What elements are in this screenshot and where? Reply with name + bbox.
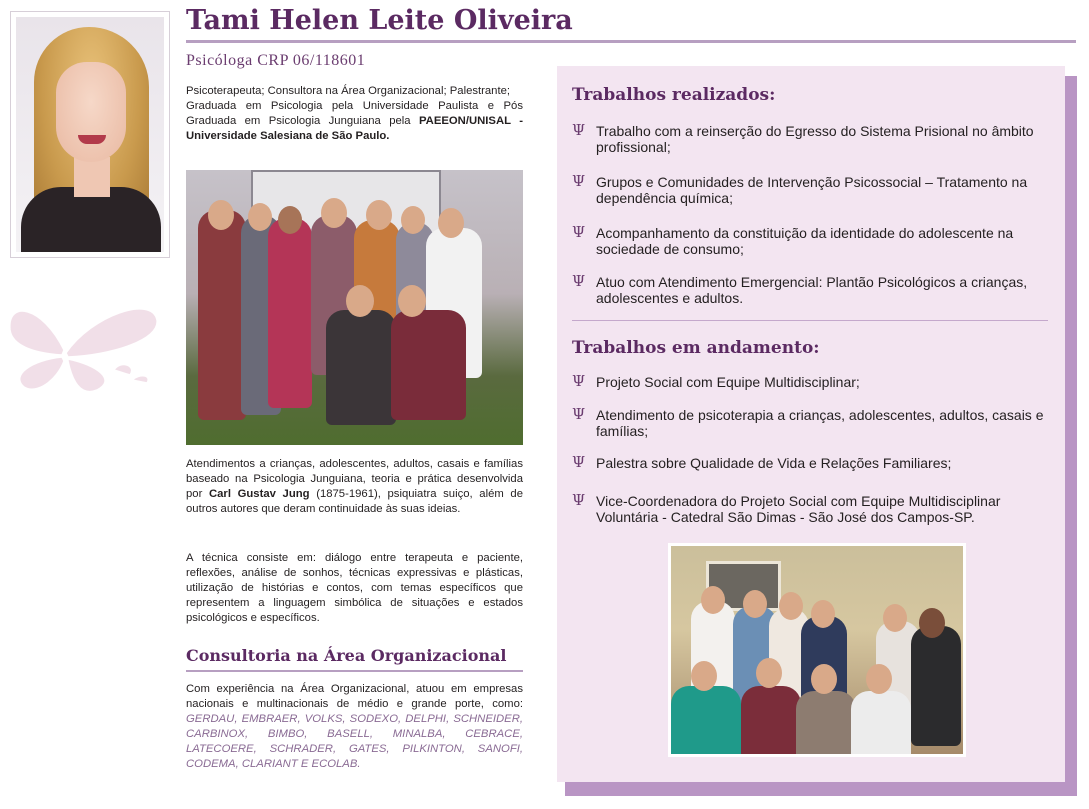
list-item-text: Trabalho com a reinserção do Egresso do Sistema Prisional no âmbito profissional;	[596, 123, 1034, 155]
list-item-text: Atuo com Atendimento Emergencial: Plantão Psicológicos a crianças, adolescentes e adultos.	[596, 274, 1028, 306]
approach-author: Carl Gustav Jung	[208, 488, 310, 500]
list-item-text: Palestra sobre Qualidade de Vida e Relações Familiares;	[596, 455, 952, 471]
title-divider	[186, 40, 1076, 43]
psi-icon: Ψ	[572, 121, 586, 139]
consultoria-clients: GERDAU, EMBRAER, VOLKS, SODEXO, DELPHI, SCHNEIDER, CARBINOX, BIMBO, BASELL, MINALBA, CEBRACE, LATECOERE, SCHRADER, GATES, PILKINTON, SANOFI, CODEMA, CLARIANT E ECOLAB.	[186, 713, 523, 770]
psi-icon: Ψ	[572, 272, 586, 290]
consultoria-paragraph	[186, 682, 523, 772]
portrait-photo	[10, 11, 170, 258]
consultoria-divider	[186, 670, 523, 672]
consultoria-text: Com experiência na Área Organizacional, atuou em empresas nacionais e multinacionais de médio e grande porte, como:	[186, 683, 523, 710]
realizados-heading: Trabalhos realizados:	[572, 85, 776, 105]
list-item-text: Grupos e Comunidades de Intervenção Psicossocial – Tratamento na dependência química;	[596, 174, 1028, 206]
consultoria-heading: Consultoria na Área Organizacional	[186, 646, 507, 665]
page-title: Tami Helen Leite Oliveira	[186, 5, 573, 36]
butterfly-decoration	[2, 295, 182, 405]
list-item	[572, 174, 1052, 206]
psi-icon: Ψ	[572, 172, 586, 190]
approach-paragraph	[186, 457, 523, 517]
list-item	[572, 407, 1052, 439]
panel-divider	[572, 320, 1048, 321]
list-item	[572, 493, 1052, 525]
team-photo	[668, 543, 966, 757]
credential-subtitle: Psicóloga CRP 06/118601	[186, 52, 366, 69]
psi-icon: Ψ	[572, 491, 586, 509]
approach-text-a: Atendimentos a crianças, adolescentes, adultos, casais e famílias baseado na Psicologia Junguiana, teoria e prática desenvolvida por	[186, 458, 523, 500]
list-item	[572, 455, 1052, 471]
list-item-text: Atendimento de psicoterapia a crianças, adolescentes, adultos, casais e famílias;	[596, 407, 1044, 439]
list-item	[572, 374, 1052, 390]
andamento-heading: Trabalhos em andamento:	[572, 338, 820, 358]
list-item	[572, 274, 1052, 306]
list-item	[572, 123, 1052, 155]
list-item-text: Projeto Social com Equipe Multidisciplinar;	[596, 374, 860, 390]
list-item-text: Acompanhamento da constituição da identidade do adolescente na sociedade de consumo;	[596, 225, 1014, 257]
intro-institution: PAEEON/UNISAL - Universidade Salesiana de São Paulo.	[186, 115, 523, 142]
group-photo	[186, 170, 523, 445]
intro-roles: Psicoterapeuta; Consultora na Área Organizacional; Palestrante;	[186, 85, 511, 97]
psi-icon: Ψ	[572, 223, 586, 241]
technique-paragraph: A técnica consiste em: diálogo entre terapeuta e paciente, reflexões, análise de sonhos, técnicas expressivas e plásticas, utilização de histórias e contos, com temas específicos que representem a linguagem simbólica de situações e estados psicológicos e específicos.	[186, 552, 523, 624]
approach-text-b: (1875-1961), psiquiatra suiço, além de outros autores que deram continuidade às suas ideias.	[186, 488, 524, 515]
intro-text	[186, 84, 523, 144]
intro-education: Graduada em Psicologia pela Universidade Paulista e Pós Graduada em Psicologia Junguiana pela	[186, 100, 523, 127]
psi-icon: Ψ	[572, 405, 586, 423]
list-item-text: Vice-Coordenadora do Projeto Social com Equipe Multidisciplinar Voluntária - Catedral São Dimas - São José dos Campos-SP.	[596, 493, 1001, 525]
psi-icon: Ψ	[572, 372, 586, 390]
psi-icon: Ψ	[572, 453, 586, 471]
list-item	[572, 225, 1052, 257]
